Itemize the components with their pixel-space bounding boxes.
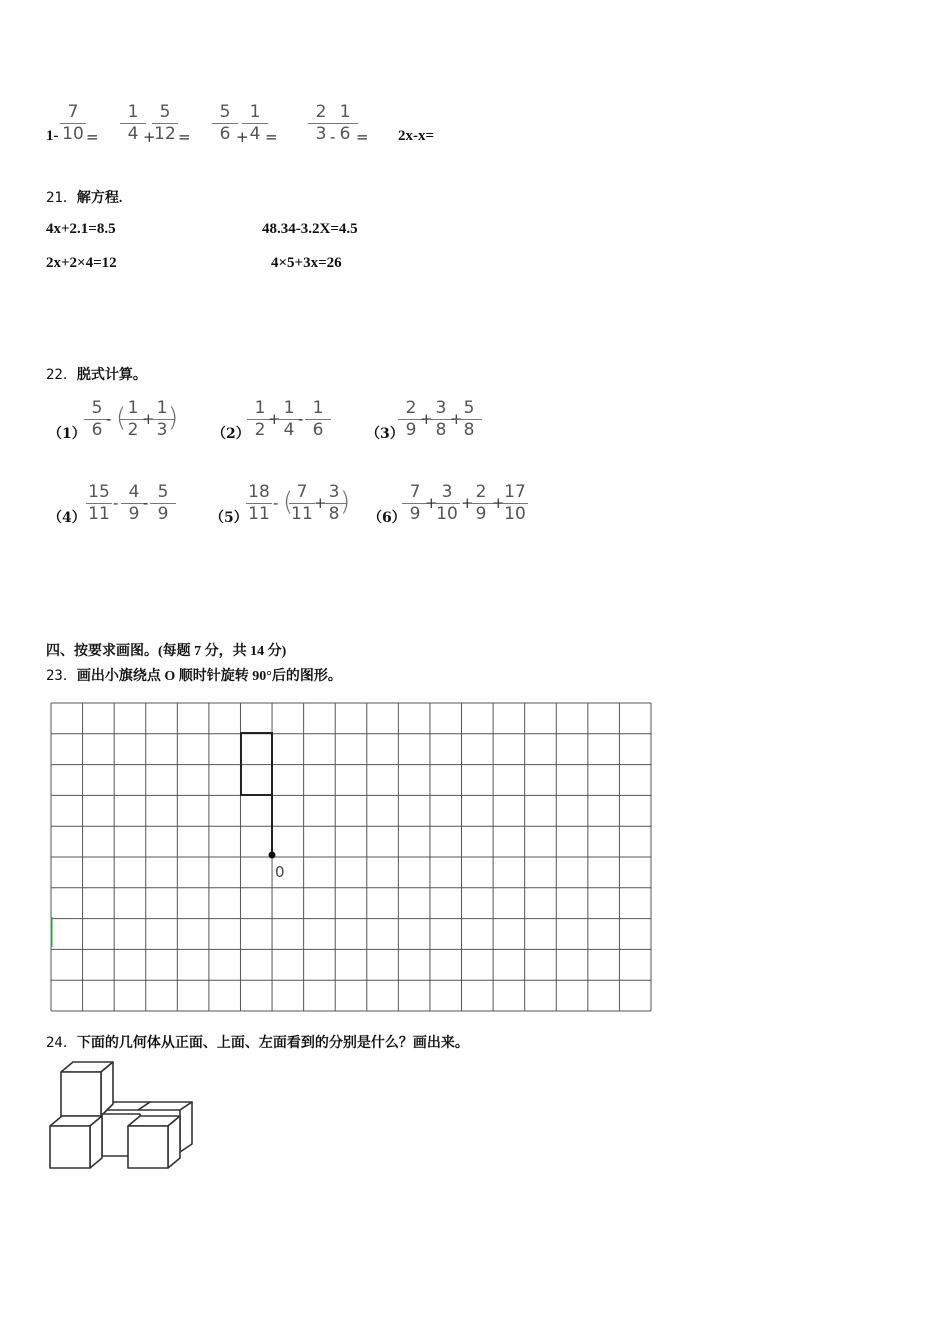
cube-front-face [128,1126,168,1168]
fraction: $\frac{17}{10}$ [502,482,528,524]
rotation-grid [50,702,652,1012]
q24-heading: 24．下面的几何体从正面、上面、左面看到的分别是什么？画出来。 [46,1035,469,1051]
cube-side-face [168,1116,180,1168]
operator: + [450,410,463,428]
fraction: $\frac{3}{10}$ [434,482,460,524]
rotation-point-o [269,852,276,859]
fraction: $\frac{2}{3}$ [308,102,334,144]
problem-label: （6） [368,510,406,526]
fraction: $\frac{1}{6}$ [305,398,331,440]
cube-front-face [50,1126,90,1168]
operator: + [143,128,156,146]
operator: - [106,410,112,428]
equation: 4×5+3x=26 [271,255,342,271]
operator: + [142,410,155,428]
equation: 4x+2.1=8.5 [46,221,116,237]
fraction: $\frac{1}{2}$ [120,398,146,440]
fraction: $\frac{15}{11}$ [86,482,112,524]
operator: - [330,128,336,146]
operator: + [492,494,505,512]
fraction: $\frac{7}{9}$ [402,482,428,524]
problem-label: （5） [210,510,248,526]
e1-prefix: 1- [46,128,59,144]
fraction: $\frac{1}{6}$ [332,102,358,144]
operator: + [420,410,433,428]
fraction: $\frac{5}{8}$ [456,398,482,440]
fraction: $\frac{5}{6}$ [212,102,238,144]
operator: - [273,494,279,512]
point-label: 0 [275,863,285,881]
cube-side-face [180,1102,192,1152]
fraction: $\frac{1}{4}$ [242,102,268,144]
operator: + [314,494,327,512]
fraction: $\frac{5}{9}$ [150,482,176,524]
fraction: $\frac{1}{2}$ [247,398,273,440]
fraction: $\frac{2}{9}$ [468,482,494,524]
operator: + [425,494,438,512]
operator: - [113,494,119,512]
fraction: $\frac{5}{12}$ [152,102,178,144]
problem-label: （3） [366,426,404,442]
e5: 2x-x= [398,128,435,144]
problem-label: （1） [48,426,86,442]
operator: - [298,410,304,428]
q22-heading: 22．脱式计算。 [46,367,147,383]
equation: 2x+2×4=12 [46,255,117,271]
problem-label: （4） [48,510,86,526]
fraction: $\frac{2}{9}$ [398,398,424,440]
operator: + [461,494,474,512]
paren-open: ( [116,403,127,433]
flag-rectangle [241,733,272,795]
equals: = [178,128,191,146]
fraction: $\frac{4}{9}$ [121,482,147,524]
paren-close: ) [168,403,179,433]
q21-heading: 21．解方程. [46,190,123,206]
cube-figure [46,1060,196,1175]
equals: = [86,128,99,146]
equals: = [356,128,369,146]
fraction: $\frac{3}{8}$ [321,482,347,524]
fraction: $\frac{7}{11}$ [289,482,315,524]
paren-close: ) [340,487,351,517]
fraction: $\frac{7}{10}$ [60,102,86,144]
fraction: $\frac{1}{4}$ [120,102,146,144]
fraction: $\frac{3}{8}$ [428,398,454,440]
equals: = [265,128,278,146]
fraction: $\frac{1}{3}$ [149,398,175,440]
operator: + [268,410,281,428]
fraction: $\frac{5}{6}$ [84,398,110,440]
operator: + [236,128,249,146]
problem-label: （2） [212,426,250,442]
cube-side-face [90,1116,102,1168]
cube-front-face [61,1072,101,1116]
fraction: $\frac{1}{4}$ [276,398,302,440]
q23-heading: 23．画出小旗绕点 O 顺时针旋转 90°后的图形。 [46,668,342,684]
equation: 48.34-3.2X=4.5 [262,221,358,237]
paren-open: ( [283,487,294,517]
fraction: $\frac{18}{11}$ [246,482,272,524]
operator: - [143,494,149,512]
section-title: 四、按要求画图。(每题 7 分，共 14 分) [46,644,287,659]
